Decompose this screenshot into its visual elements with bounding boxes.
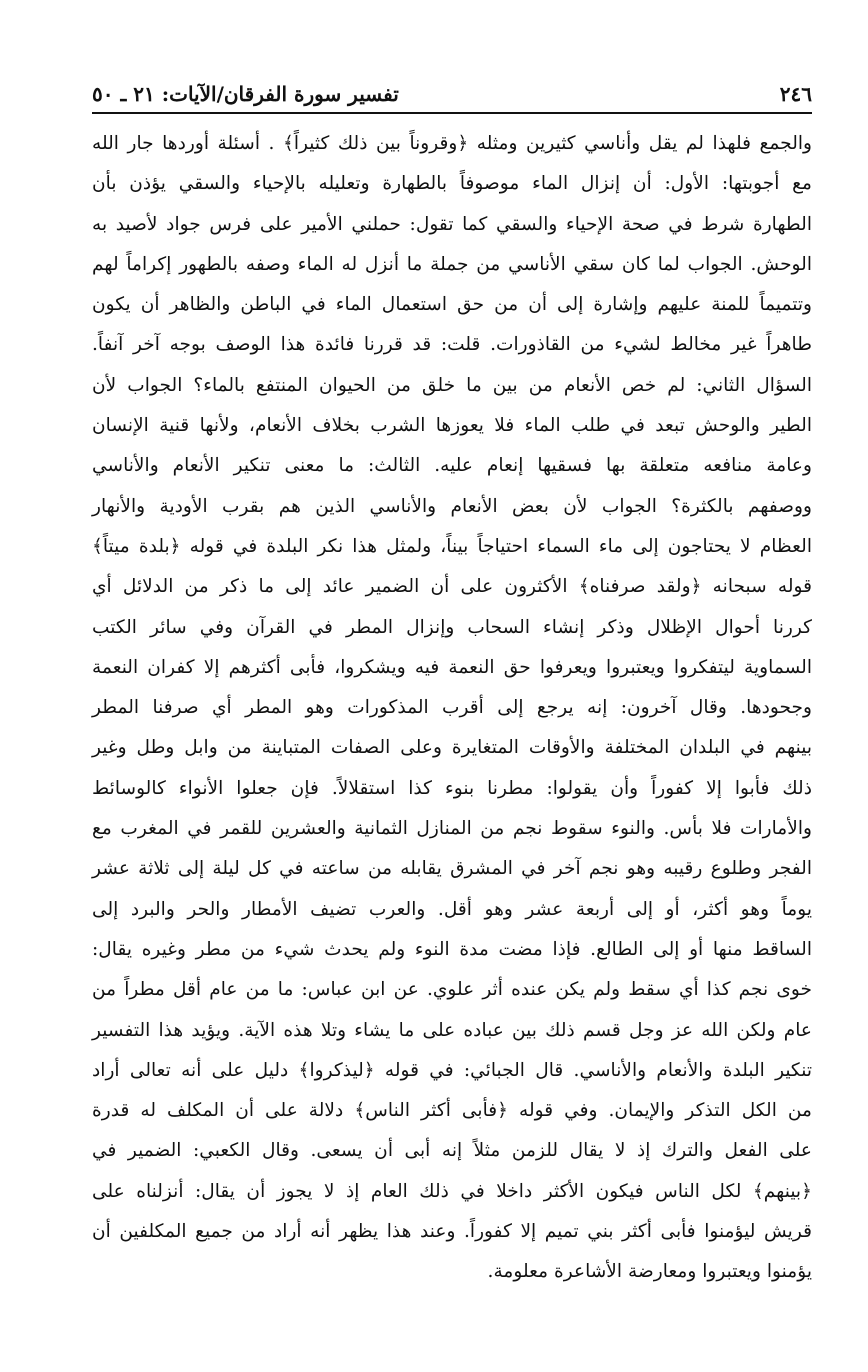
text-line: بينهم في البلدان المختلفة والأوقات المتغايرة وعلى الصفات المتباينة من وابل وطل وغير — [92, 737, 812, 759]
text-line: العظام لا يحتاجون إلى ماء السماء احتياجاً بيناً، ولمثل هذا نكر البلدة في قوله ﴿بلدة ميتاً﴾ — [92, 535, 812, 557]
text-line: ﴿بينهم﴾ لكل الناس فيكون الأكثر داخلا في ذلك العام إذ لا يجوز أن يقال: أنزلناه على — [92, 1180, 812, 1202]
text-line: عام ولكن الله عز وجل قسم ذلك بين عباده على ما يشاء وتلا هذه الآية. ويؤيد هذا التفسير — [92, 1019, 812, 1041]
running-title: تفسير سورة الفرقان/الآيات: ٢١ ـ ٥٠ — [92, 82, 399, 106]
text-line: يؤمنوا ويعتبروا ومعارضة الأشاعرة معلومة. — [487, 1261, 812, 1283]
text-line: الطهارة شرط في صحة الإحياء والسقي كما تقول: حملني الأمير على فرس جواد لأصيد به — [92, 213, 812, 235]
text-line: الساقط منها أو إلى الطالع. فإذا مضت مدة النوء ولم يحدث شيء من مطر وغيره يقال: — [92, 938, 812, 960]
text-line: الوحش. الجواب لما كان سقي الأناسي من جملة ما أنزل له الماء وصفه بالطهور إكراماً لهم — [92, 253, 812, 275]
text-line: من الكل التذكر والإيمان. وفي قوله ﴿فأبى أكثر الناس﴾ دلالة على أن المكلف له قدرة — [92, 1100, 812, 1122]
text-line: قوله سبحانه ﴿ولقد صرفناه﴾ الأكثرون على أن الضمير عائد إلى ما ذكر من الدلائل أي — [92, 576, 812, 598]
page-number: ٢٤٦ — [779, 82, 812, 106]
text-line: ووصفهم بالكثرة؟ الجواب لأن بعض الأنعام والأناسي الذين هم بقرب الأودية والأنهار — [92, 495, 812, 517]
text-line: خوى نجم كذا أي سقط ولم يكن عنده أثر علوي. عن ابن عباس: ما من عام أقل مطراً من — [92, 979, 812, 1001]
text-line: السماوية ليتفكروا ويعتبروا ويعرفوا حق النعمة فيه ويشكروا، فأبى أكثرهم إلا كفران النعمة — [92, 656, 812, 678]
body-text — [92, 124, 812, 1293]
text-line: والأمارات فلا بأس. والنوء سقوط نجم من المنازل الثمانية والعشرين للقمر في المغرب مع — [92, 818, 812, 840]
text-line: يوماً وهو أكثر، أو إلى أربعة عشر وهو أقل. والعرب تضيف الأمطار والحر والبرد إلى — [92, 898, 812, 920]
text-line: والجمع فلهذا لم يقل وأناسي كثيرين ومثله ﴿وقروناً بين ذلك كثيراً﴾ . أسئلة أوردها جار الله — [92, 133, 812, 154]
page-header — [92, 82, 812, 114]
text-line: وتتميماً للمنة عليهم وإشارة إلى أن من حق استعمال الماء في الباطن والظاهر أن يكون — [92, 294, 812, 316]
text-line: وعامة منافعه متعلقة بها فسقيها إنعام عليه. الثالث: ما معنى تنكير الأنعام والأناسي — [92, 455, 812, 477]
text-line: وجحودها. وقال آخرون: إنه يرجع إلى أقرب المذكورات وهو المطر أي صرفنا المطر — [92, 697, 812, 719]
text-line: السؤال الثاني: لم خص الأنعام من بين ما خلق من الحيوان المنتفع بالماء؟ الجواب لأن — [92, 374, 812, 396]
text-line: كررنا أحوال الإظلال وذكر إنشاء السحاب وإنزال المطر في القرآن وفي سائر الكتب — [92, 616, 812, 638]
text-line: تنكير البلدة والأنعام والأناسي. قال الجبائي: في قوله ﴿ليذكروا﴾ دليل على أنه تعالى أراد — [92, 1059, 812, 1081]
page — [92, 82, 812, 1293]
text-line: ذلك فأبوا إلا كفوراً وأن يقولوا: مطرنا بنوء كذا استقلالاً. فإن جعلوا الأنواء كالوسائط — [92, 777, 812, 799]
text-line: مع أجوبتها: الأول: أن إنزال الماء موصوفاً بالطهارة وتعليله بالإحياء والسقي يؤذن بأن — [92, 173, 812, 195]
text-line: على الفعل والترك إذ لا يقال للزمن مثلاً إنه أبى أن يسعى. وقال الكعبي: الضمير في — [92, 1140, 812, 1162]
text-line: الفجر وطلوع رقيبه وهو نجم آخر في المشرق يقابله من ساعته في كل ليلة إلى ثلاثة عشر — [92, 858, 812, 880]
text-line: الطير والوحش تبعد في طلب الماء فلا يعوزها الشرب بخلاف الأنعام، ولأنها قنية الإنسان — [92, 415, 812, 437]
text-line: طاهراً غير مخالط لشيء من القاذورات. قلت: قد قررنا فائدة هذا الوصف بوجه آخر آنفاً. — [92, 334, 812, 356]
text-line: قريش ليؤمنوا فأبى أكثر بني تميم إلا كفوراً. وعند هذا يظهر أنه أراد من جميع المكلفين أن — [92, 1221, 812, 1243]
